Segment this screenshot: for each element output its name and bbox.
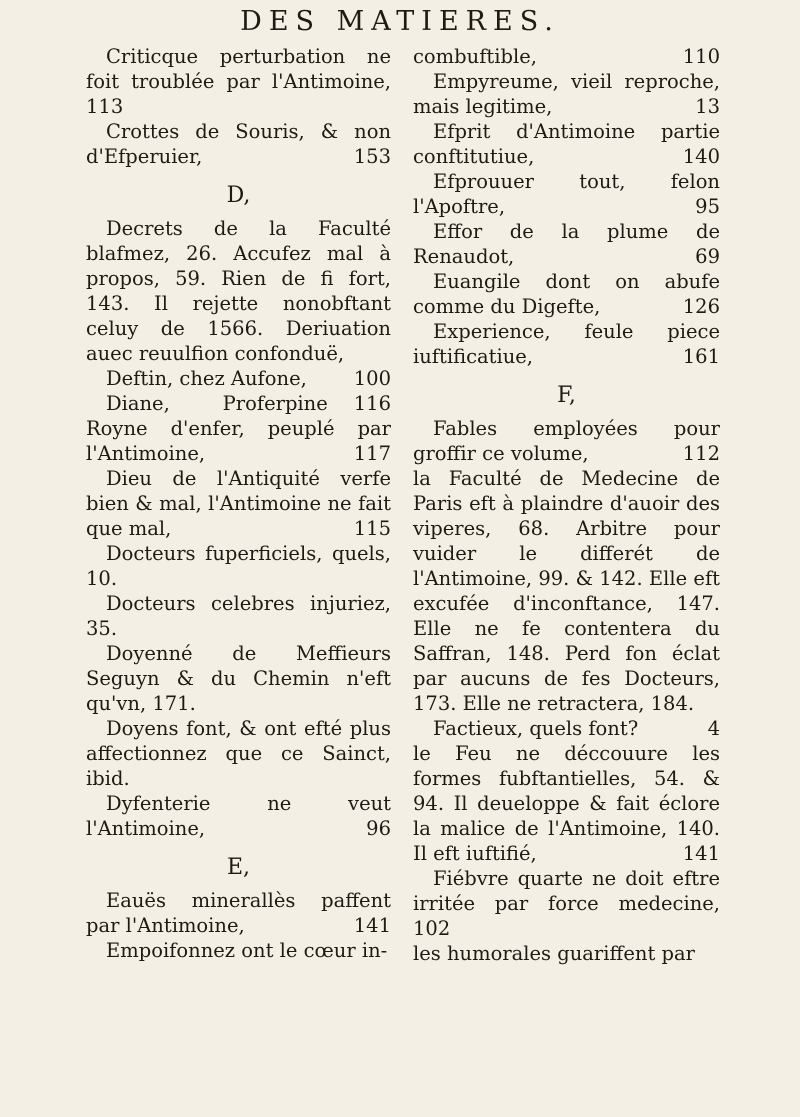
- index-entry: Docteurs fuperficiels, quels, 10.: [86, 542, 391, 590]
- page-number: 141: [682, 842, 720, 865]
- page-number: 4: [707, 717, 720, 740]
- index-entry: Efprit d'Antimoine partie conftitutiue, 140: [413, 120, 720, 168]
- index-entry: Diane, Proferpine Royne d'enfer, peuplé par l'Antimoine, 117: [86, 392, 391, 465]
- index-entry: les humorales guariffent par: [413, 942, 695, 965]
- page-number: 126: [682, 295, 720, 318]
- page-number: 140: [682, 145, 720, 168]
- index-entry: Docteurs celebres injuriez, 35.: [86, 592, 391, 640]
- index-entry: Dyfenterie ne veut l'Antimoine, 96: [86, 792, 391, 840]
- page-number: 116: [353, 392, 391, 415]
- page-number: 153: [353, 145, 391, 168]
- index-entry: Effor de la plume de Renaudot, 69: [413, 220, 720, 268]
- section-letter: F,: [557, 383, 576, 408]
- index-entry: Decrets de la Faculté blafmez, 26. Accufez mal à propos, 59. Rien de fi fort, 143. Il rejette nonobftant celuy de 1566. Deriuation auec reuulfion confonduë, 100: [86, 217, 391, 390]
- page-number: 95: [695, 195, 720, 218]
- index-entry: Efprouuer tout, felon l'Apoftre, 95: [413, 170, 720, 218]
- index-entry: Euangile dont on abufe comme du Digefte, 126: [413, 270, 720, 318]
- page-number: 161: [682, 345, 720, 368]
- index-entry: Deftin, chez Aufone, 116: [106, 367, 391, 415]
- section-letter: D,: [226, 183, 251, 208]
- page-number: 13: [695, 95, 720, 118]
- page-number: 115: [353, 517, 391, 540]
- page-number: 112: [682, 442, 720, 465]
- page-number: 69: [695, 245, 720, 268]
- page-number: 96: [366, 817, 391, 840]
- index-entry: le Feu ne déccouure les formes fubftantielles, 54. & 94. Il deueloppe & fait éclore la malice de l'Antimoine, 140. Il eft iuftifié, 141: [413, 742, 720, 865]
- index-column-right: [413, 44, 720, 966]
- index-entry: Doyenné de Meffieurs Seguyn & du Chemin n'eft qu'vn, 171.: [86, 642, 391, 715]
- section-letter: E,: [226, 855, 251, 880]
- index-entry: Eauës minerallès paffent par l'Antimoine, 141: [86, 889, 391, 937]
- index-entry: Factieux, quels font? 4: [433, 717, 720, 740]
- page-number: 100: [353, 367, 391, 390]
- index-column-left: [86, 44, 391, 963]
- index-entry: Criticque perturbation ne foit troublée par l'Antimoine, 113: [86, 45, 391, 118]
- index-entry: Experience, feule piece iuftificatiue, 161: [413, 320, 720, 368]
- page-number: 117: [353, 442, 391, 465]
- index-entry: Fables employées pour groffir ce volume, 112: [413, 417, 720, 465]
- running-header: DES MATIERES.: [240, 6, 560, 37]
- index-entry: Dieu de l'Antiquité verfe bien & mal, l'Antimoine ne fait que mal, 115: [86, 467, 391, 540]
- index-entry: Fiébvre quarte ne doit eftre irritée par force medecine, 102: [413, 867, 720, 940]
- index-entry: Doyens font, & ont efté plus affectionnez que ce Sainct, ibid.: [86, 717, 391, 790]
- page-number: 141: [353, 914, 391, 937]
- index-entry: Empoifonnez ont le cœur in-: [106, 939, 388, 962]
- index-entry: la Faculté de Medecine de Paris eft à plaindre d'auoir des viperes, 68. Arbitre pour vuider le differét de l'Antimoine, 99. & 142. Elle eft excufée d'inconftance, 147. Elle ne fe contentera du Saffran, 148. Perd fon éclat par aucuns de fes Docteurs, 173. Elle ne retractera, 184.: [413, 467, 720, 715]
- index-entry: Crottes de Souris, & non d'Efperuier, 153: [86, 120, 391, 168]
- index-entry: Empyreume, vieil reproche, mais legitime, 13: [413, 70, 720, 118]
- index-entry: combuftible, 110: [413, 45, 720, 68]
- page-number: 110: [682, 45, 720, 68]
